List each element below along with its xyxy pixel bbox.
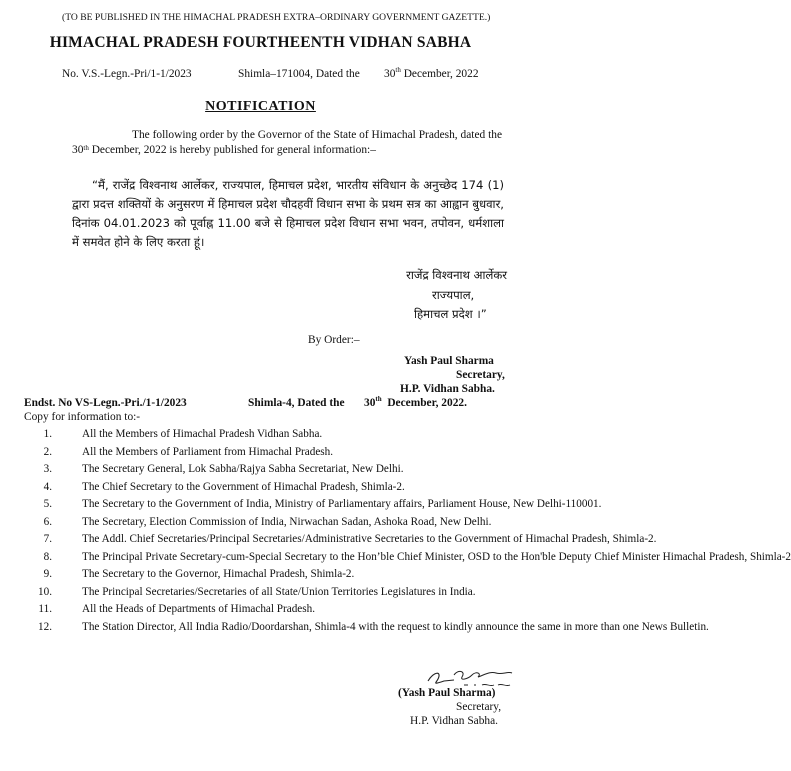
reference-place: Shimla–171004, Dated the: [238, 68, 360, 80]
endst-day: 30: [364, 397, 376, 409]
signatory-name-top: Yash Paul Sharma: [404, 355, 494, 367]
list-item: 2. All the Members of Parliament from Himachal Pradesh.: [43, 445, 334, 458]
assembly-title: HIMACHAL PRADESH FOURTHEENTH VIDHAN SABHA: [49, 34, 472, 51]
governor-designation-hindi: राज्यपाल,: [432, 288, 475, 302]
governor-order-hindi: [72, 176, 504, 252]
signatory-office-top: H.P. Vidhan Sabha.: [400, 383, 495, 395]
endst-day-suffix: th: [375, 395, 382, 403]
notification-heading: NOTIFICATION: [205, 99, 316, 114]
intro-text-2: December, 2022 is hereby published for general information:–: [88, 144, 376, 156]
reference-month-year: December, 2022: [403, 68, 479, 80]
governor-order-text: “मैं, राजेंद्र विश्वनाथ आर्लेकर, राज्यपाल, हिमाचल प्रदेश, भारतीय संविधान के अनुच्छेद 174 (1) द्वारा प्रदत्त शक्तियों के अनुसरण में हिमाचल प्रदेश चौदहवीं विधान सभा के प्रथम सत्र का आह्वान बुधवार, दिनांक 04.01.2023 को पूर्वाह्न 11.00 बजे से हिमाचल प्रदेश विधान सभा भवन, तपोवन, धर्मशाला में समवेत होने के लिए करता हूं।: [72, 178, 504, 249]
list-item: 1. All the Members of Himachal Pradesh Vidhan Sabha.: [43, 428, 323, 440]
list-item: 4. The Chief Secretary to the Government of Himachal Pradesh, Shimla-2.: [43, 480, 405, 493]
reference-day: 30: [384, 68, 396, 80]
reference-day-suffix: th: [395, 66, 401, 74]
governor-state-hindi: हिमाचल प्रदेश ।”: [414, 307, 487, 321]
list-item: 7. The Addl. Chief Secretaries/Principal Secretaries/Administrative Secretaries to the Government of Himachal Pradesh, Shimla-2.: [43, 533, 657, 545]
signatory-designation-top: Secretary,: [456, 369, 505, 381]
list-item: 3. The Secretary General, Lok Sabha/Rajya Sabha Secretariat, New Delhi.: [43, 463, 404, 475]
list-item: 6. The Secretary, Election Commission of India, Nirwachan Sadan, Ashoka Road, New Delhi.: [43, 515, 492, 528]
endst-number: Endst. No VS-Legn.-Pri./1-1/2023: [24, 397, 187, 409]
endst-date: [364, 397, 467, 409]
list-item: 8. The Principal Private Secretary-cum-Special Secretary to the Hon’ble Chief Minister, OSD to the Hon'ble Deputy Chief Minister Himachal Pradesh, Shimla-2: [43, 550, 791, 563]
list-item: 12. The Station Director, All India Radio/Doordarshan, Shimla-4 with the request to kindly announce the same in more than one News Bulletin.: [38, 620, 709, 633]
reference-number: No. V.S.-Legn.-Pri/1-1/2023: [62, 68, 192, 80]
list-item: 9. The Secretary to the Governor, Himachal Pradesh, Shimla-2.: [43, 568, 355, 580]
list-item: 5. The Secretary to the Government of India, Ministry of Parliamentary affairs, Parliament House, New Delhi-110001.: [43, 498, 602, 510]
intro-text-1: The following order by the Governor of the State of Himachal Pradesh, dated the 30: [72, 129, 502, 156]
intro-paragraph: [72, 128, 502, 158]
list-item: 11. All the Heads of Departments of Himachal Pradesh.: [38, 603, 316, 615]
recipient-list: [24, 428, 791, 638]
signatory-designation-bottom: Secretary,: [456, 701, 502, 713]
intro-sup: th: [83, 144, 89, 152]
list-item: 10. The Principal Secretaries/Secretaries of all State/Union Territories Legislatures in India.: [38, 585, 476, 598]
copy-for-information: Copy for information to:-: [24, 411, 141, 423]
endst-place: Shimla-4, Dated the: [248, 397, 345, 409]
reference-date: [384, 68, 479, 80]
handwritten-signature: [424, 663, 516, 689]
gazette-note: (TO BE PUBLISHED IN THE HIMACHAL PRADESH EXTRA–ORDINARY GOVERNMENT GAZETTE.): [62, 12, 491, 23]
endst-month-year: December, 2022.: [387, 397, 467, 409]
by-order: By Order:–: [308, 334, 360, 346]
signatory-name-bottom: (Yash Paul Sharma): [398, 687, 496, 699]
governor-name-hindi: राजेंद्र विश्वनाथ आर्लेकर: [406, 268, 507, 282]
signatory-office-bottom: H.P. Vidhan Sabha.: [410, 715, 499, 727]
